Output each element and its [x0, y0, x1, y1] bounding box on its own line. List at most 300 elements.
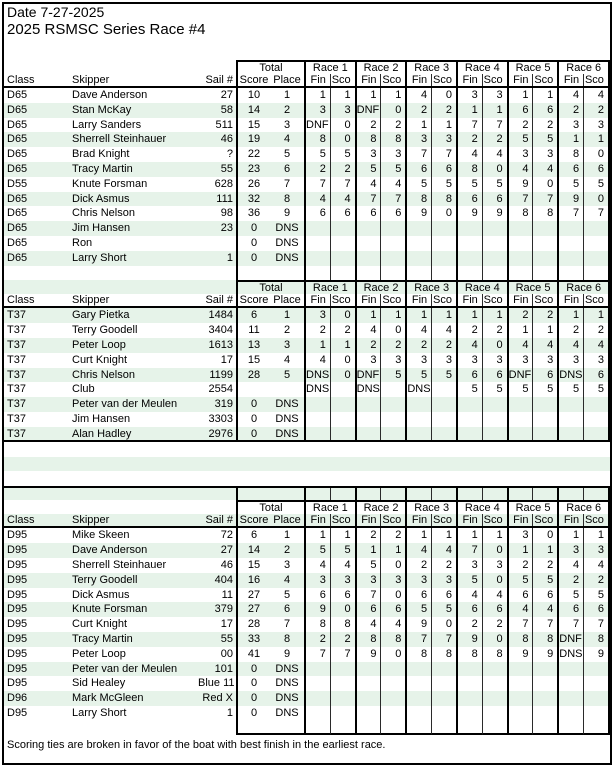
race-fin-cell — [355, 706, 381, 721]
race-sco-cell — [583, 706, 610, 721]
race-fin-cell: 8 — [355, 632, 381, 647]
class-cell: D65 — [7, 148, 28, 161]
race-fin-cell: 6 — [304, 206, 330, 221]
skipper-cell: Ron — [72, 236, 93, 249]
total-score-cell: 6 — [236, 308, 270, 323]
race-fin-cell — [405, 251, 431, 266]
place-column-header: Place — [273, 514, 301, 527]
race-fin-cell: 5 — [405, 602, 431, 617]
race-sco-cell: 3 — [482, 353, 507, 368]
race-group-header: Race 3 — [405, 60, 456, 74]
race-sco-cell: 2 — [330, 162, 355, 177]
empty-cell — [4, 721, 72, 736]
title-date: Date 7-27-2025 — [7, 4, 105, 20]
fin-column-header: Fin — [557, 74, 583, 86]
race-sco-cell: 8 — [330, 617, 355, 632]
race-fin-cell: 1 — [304, 88, 330, 103]
sco-column-header: Sco — [431, 74, 456, 86]
sco-column-header: Sco — [532, 294, 557, 306]
race-sco-cell: 5 — [431, 602, 456, 617]
race-fin-cell — [456, 397, 482, 412]
race-sco-cell: 4 — [532, 162, 557, 177]
empty-cell — [431, 266, 456, 281]
race-fin-cell: 5 — [456, 573, 482, 588]
table-gap — [4, 457, 610, 472]
race-sco-cell: 1 — [330, 338, 355, 353]
race-fin-cell: 3 — [355, 573, 381, 588]
race-fin-cell: 7 — [405, 632, 431, 647]
race-fin-cell: 4 — [507, 602, 533, 617]
fin-column-header: Fin — [557, 514, 583, 526]
race-sco-cell — [482, 706, 507, 721]
total-score-cell: 23 — [236, 162, 270, 177]
race-fin-cell — [405, 662, 431, 677]
empty-cell — [198, 266, 236, 281]
score-column-header: Score — [236, 74, 270, 86]
skipper-result-row — [4, 412, 610, 427]
empty-cell — [532, 721, 557, 736]
race-sco-cell: 3 — [583, 353, 610, 368]
race-fin-cell: 1 — [355, 543, 381, 558]
race-sco-cell: 8 — [482, 647, 507, 662]
race-sco-cell: 6 — [482, 602, 507, 617]
race-fin-cell: DNF — [306, 118, 329, 131]
skipper-cell: Alan Hadley — [72, 427, 132, 440]
race-fin-cell: 4 — [304, 558, 330, 573]
total-place-cell: DNS — [275, 412, 299, 425]
skipper-result-row — [4, 192, 610, 207]
total-score-cell: 6 — [236, 528, 270, 543]
sail-number-cell: 1 — [226, 706, 233, 719]
race-fin-cell: 2 — [456, 132, 482, 147]
race-sco-cell: 3 — [380, 353, 405, 368]
race-fin-cell — [304, 397, 330, 412]
race-sco-cell — [583, 412, 610, 427]
total-score-cell: 28 — [236, 368, 270, 383]
class-cell: T37 — [7, 338, 26, 351]
race-fin-cell — [405, 236, 431, 251]
race-fin-cell: 3 — [456, 88, 482, 103]
empty-cell — [72, 721, 198, 736]
class-cell: D95 — [7, 632, 28, 645]
skipper-result-row — [4, 308, 610, 323]
total-score-cell: 16 — [236, 573, 270, 588]
race-fin-cell — [507, 427, 533, 440]
skipper-cell: Sherrell Steinhauer — [72, 558, 167, 571]
race-sco-cell — [431, 676, 456, 691]
race-fin-cell — [304, 676, 330, 691]
race-group-header: Race 5 — [507, 280, 558, 294]
empty-cell — [456, 488, 482, 501]
race-sco-cell: 2 — [532, 308, 557, 323]
total-place-cell: 5 — [283, 148, 291, 161]
race-fin-cell: 5 — [507, 573, 533, 588]
race-sco-cell — [330, 221, 355, 236]
sail-number-cell: 2554 — [208, 383, 233, 396]
total-place-cell: 2 — [283, 544, 291, 557]
race-fin-cell: 9 — [557, 192, 583, 207]
race-sco-cell: 3 — [583, 118, 610, 133]
race-sco-cell: 5 — [583, 382, 610, 397]
race-sco-cell: 2 — [482, 132, 507, 147]
race-fin-cell: 3 — [405, 132, 431, 147]
race-sco-cell: 1 — [532, 88, 557, 103]
total-group-header: Total — [236, 60, 304, 74]
race-sco-cell — [380, 676, 405, 691]
race-sco-cell — [482, 412, 507, 427]
race-fin-cell — [507, 676, 533, 691]
race-sco-cell: 0 — [330, 368, 355, 383]
race-sco-cell — [330, 706, 355, 721]
group-header-spacer — [4, 60, 236, 74]
race-fin-cell: 8 — [405, 647, 431, 662]
class-cell: T37 — [7, 412, 26, 425]
race-fin-cell — [456, 662, 482, 677]
race-sco-cell — [330, 382, 355, 397]
empty-cell — [557, 266, 583, 281]
race-sco-cell: 6 — [532, 368, 557, 383]
total-score-cell: 19 — [236, 132, 270, 147]
empty-cell — [507, 488, 533, 501]
race-sco-cell: 5 — [431, 368, 456, 383]
race-fin-cell: DNF — [356, 368, 380, 381]
sail-number-cell: 101 — [214, 662, 233, 675]
class-cell: T37 — [7, 383, 26, 396]
skipper-result-row — [4, 251, 610, 266]
skipper-result-row — [4, 88, 610, 103]
race-sco-cell — [380, 382, 405, 397]
race-sco-cell — [482, 236, 507, 251]
race-fin-cell: 4 — [355, 617, 381, 632]
race-group-header: Race 2 — [355, 280, 406, 294]
sail-number-cell: 46 — [220, 558, 233, 571]
fin-column-header: Fin — [355, 74, 381, 86]
skipper-cell: Dick Asmus — [72, 192, 130, 205]
race-sco-cell — [532, 706, 557, 721]
total-score-cell: 0 — [236, 662, 270, 677]
race-fin-cell: 7 — [304, 177, 330, 192]
empty-cell — [330, 488, 355, 501]
race-sco-cell: 0 — [380, 323, 405, 338]
race-sco-cell — [380, 706, 405, 721]
race-fin-cell — [557, 236, 583, 251]
race-sco-cell: 0 — [532, 177, 557, 192]
race-sco-cell: 1 — [482, 308, 507, 323]
total-place-cell: DNS — [275, 427, 299, 440]
skipper-result-row — [4, 147, 610, 162]
race-fin-cell: 5 — [507, 382, 533, 397]
fin-column-header: Fin — [304, 294, 330, 306]
race-sco-cell — [482, 427, 507, 440]
race-sco-cell: 7 — [431, 147, 456, 162]
race-sco-cell: 6 — [482, 192, 507, 207]
class-column-header: Class — [7, 514, 35, 527]
race-fin-cell — [456, 706, 482, 721]
race-fin-cell: 2 — [405, 338, 431, 353]
empty-cell — [583, 721, 610, 736]
race-sco-cell — [380, 221, 405, 236]
race-sco-cell: 6 — [583, 602, 610, 617]
sail-number-cell: 511 — [215, 118, 233, 131]
race-sco-cell: 6 — [330, 206, 355, 221]
fin-column-header: Fin — [557, 294, 583, 306]
race-fin-cell: 6 — [557, 162, 583, 177]
race-fin-cell: 4 — [405, 543, 431, 558]
race-sco-cell — [431, 236, 456, 251]
sco-column-header: Sco — [583, 294, 610, 306]
race-sco-cell: 8 — [583, 632, 610, 647]
race-sco-cell — [532, 221, 557, 236]
sail-number-cell: 55 — [220, 162, 233, 175]
race-sco-cell — [380, 251, 405, 266]
race-fin-cell: 8 — [456, 162, 482, 177]
race-fin-cell: 5 — [557, 177, 583, 192]
sail-number-cell: 23 — [220, 222, 233, 235]
race-sco-cell — [532, 691, 557, 706]
race-sco-cell: 1 — [583, 132, 610, 147]
class-cell: T37 — [7, 324, 26, 337]
skipper-cell: Sherrell Steinhauer — [72, 133, 167, 146]
race-sco-cell: 1 — [431, 118, 456, 133]
skipper-result-row — [4, 368, 610, 383]
race-fin-cell — [405, 397, 431, 412]
total-place-cell: 3 — [283, 338, 291, 351]
race-sco-cell — [431, 251, 456, 266]
total-score-cell: 13 — [236, 338, 270, 353]
total-score-cell: 22 — [236, 147, 270, 162]
skipper-result-row — [4, 132, 610, 147]
class-column-header: Class — [7, 74, 35, 86]
race-sco-cell: 7 — [330, 177, 355, 192]
race-fin-cell: 4 — [304, 192, 330, 207]
sail-number-cell: 3404 — [208, 324, 233, 337]
race-sco-cell: 3 — [532, 353, 557, 368]
race-sco-cell: 7 — [380, 192, 405, 207]
empty-cell — [304, 266, 330, 281]
race-sco-cell: 0 — [532, 528, 557, 543]
race-sco-cell: 3 — [330, 103, 355, 118]
race-fin-cell: 1 — [507, 323, 533, 338]
race-fin-cell: 4 — [405, 88, 431, 103]
race-fin-cell — [557, 706, 583, 721]
empty-cell — [405, 488, 431, 501]
race-sco-cell — [380, 397, 405, 412]
race-fin-cell: 1 — [557, 528, 583, 543]
class-cell: D95 — [7, 662, 28, 675]
fin-column-header: Fin — [355, 514, 381, 526]
race-fin-cell: 5 — [456, 177, 482, 192]
race-sco-cell — [330, 251, 355, 266]
race-sco-cell: 2 — [330, 632, 355, 647]
total-score-cell: 32 — [236, 192, 270, 207]
skipper-result-row — [4, 558, 610, 573]
total-place-cell: DNS — [275, 662, 299, 675]
race-fin-cell — [507, 221, 533, 236]
class-cell: D65 — [7, 118, 28, 131]
race-fin-cell: 4 — [557, 88, 583, 103]
race-fin-cell: 8 — [507, 632, 533, 647]
race-fin-cell: 7 — [507, 192, 533, 207]
race-fin-cell: 2 — [557, 103, 583, 118]
race-fin-cell — [456, 412, 482, 427]
race-sco-cell — [482, 397, 507, 412]
race-sco-cell: 5 — [482, 382, 507, 397]
class-cell: T37 — [7, 368, 26, 381]
skipper-cell: Dick Asmus — [72, 588, 130, 601]
race-sco-cell: 2 — [431, 558, 456, 573]
sco-column-header: Sco — [482, 294, 507, 306]
race-fin-cell: 2 — [405, 103, 431, 118]
race-fin-cell: 3 — [355, 353, 381, 368]
title-series: 2025 RSMSC Series Race #4 — [7, 21, 206, 38]
column-header-row-D65 — [4, 74, 610, 88]
race-fin-cell: 1 — [355, 308, 381, 323]
race-fin-cell: 2 — [456, 617, 482, 632]
race-sco-cell: 3 — [431, 353, 456, 368]
place-column-header: Place — [273, 74, 301, 86]
sail-number-cell: 72 — [220, 529, 233, 542]
skipper-cell: Peter van der Meulen — [72, 398, 178, 411]
race-fin-cell — [507, 662, 533, 677]
race-sco-cell: 9 — [583, 647, 610, 662]
empty-cell — [583, 488, 610, 501]
total-place-cell: 6 — [283, 162, 291, 175]
race-sco-cell: 5 — [431, 177, 456, 192]
race-fin-cell — [304, 412, 330, 427]
skipper-result-row — [4, 353, 610, 368]
total-score-cell: 0 — [236, 706, 270, 721]
group-header-spacer — [4, 280, 236, 294]
skipper-result-row — [4, 221, 610, 236]
group-header-spacer — [4, 500, 236, 514]
race-group-header: Race 1 — [304, 500, 355, 514]
skipper-result-row — [4, 177, 610, 192]
total-place-cell: 1 — [283, 89, 291, 101]
empty-cell — [270, 266, 304, 281]
class-cell: D95 — [7, 529, 28, 542]
sail-number-cell: 404 — [214, 573, 233, 586]
race-fin-cell — [557, 251, 583, 266]
race-fin-cell: DNS — [407, 383, 431, 396]
sail-number-cell: 379 — [214, 603, 233, 616]
race-sco-cell: 0 — [482, 573, 507, 588]
race-fin-cell: 2 — [304, 162, 330, 177]
total-place-cell: 7 — [283, 177, 291, 190]
total-place-cell: DNS — [275, 706, 299, 719]
race-sco-cell: 4 — [583, 558, 610, 573]
skipper-cell: Stan McKay — [72, 103, 132, 116]
skipper-cell: Curt Knight — [72, 353, 128, 366]
empty-cell — [198, 721, 236, 736]
skipper-cell: Larry Short — [72, 706, 127, 719]
results-spreadsheet — [2, 2, 612, 765]
skipper-result-row — [4, 602, 610, 617]
race-sco-cell — [583, 251, 610, 266]
empty-cell — [270, 488, 304, 501]
race-fin-cell: 3 — [304, 573, 330, 588]
race-fin-cell — [355, 427, 381, 440]
skipper-cell: Terry Goodell — [72, 573, 138, 586]
class-cell: D95 — [7, 544, 28, 557]
class-cell: D95 — [7, 618, 28, 631]
sail-number-cell: 58 — [220, 103, 233, 116]
sco-column-header: Sco — [532, 514, 557, 526]
empty-cell — [557, 721, 583, 736]
skipper-column-header: Skipper — [72, 294, 110, 307]
class-cell: D65 — [7, 133, 28, 146]
sail-number-cell: Blue 11 — [198, 677, 235, 690]
total-place-cell: 8 — [283, 632, 291, 645]
class-cell: D65 — [7, 251, 28, 264]
race-fin-cell: 5 — [557, 382, 583, 397]
total-place-cell: DNS — [275, 398, 299, 411]
race-fin-cell — [405, 412, 431, 427]
race-sco-cell: 4 — [583, 338, 610, 353]
sail-number-cell: 1199 — [209, 368, 233, 381]
race-fin-cell: DNF — [508, 368, 532, 381]
total-place-cell: 4 — [283, 133, 291, 146]
race-group-header: Race 5 — [507, 60, 558, 74]
race-fin-cell: DNS — [306, 383, 330, 396]
skipper-cell: Dave Anderson — [72, 544, 148, 557]
skipper-cell: Larry Sanders — [72, 118, 142, 131]
skipper-cell: Chris Nelson — [72, 368, 135, 381]
skipper-cell: Chris Nelson — [72, 207, 135, 220]
total-score-cell: 36 — [236, 206, 270, 221]
race-sco-cell: 7 — [330, 647, 355, 662]
skipper-result-row — [4, 103, 610, 118]
total-score-cell: 27 — [236, 588, 270, 603]
race-fin-cell: 2 — [557, 323, 583, 338]
race-fin-cell: 6 — [507, 103, 533, 118]
sco-column-header: Sco — [482, 514, 507, 526]
class-cell: D65 — [7, 162, 28, 175]
empty-cell — [431, 488, 456, 501]
skipper-result-row — [4, 662, 610, 677]
empty-cell — [72, 266, 198, 281]
race-sco-cell: 4 — [431, 323, 456, 338]
race-sco-cell: 4 — [583, 88, 610, 103]
race-fin-cell: 1 — [507, 543, 533, 558]
race-sco-cell — [330, 691, 355, 706]
race-fin-cell: 4 — [456, 147, 482, 162]
sail-number-cell: Red X — [202, 692, 233, 705]
race-fin-cell: 1 — [456, 308, 482, 323]
race-fin-cell: 5 — [304, 543, 330, 558]
race-group-header: Race 5 — [507, 500, 558, 514]
race-sco-cell: 1 — [482, 103, 507, 118]
race-sco-cell: 0 — [330, 308, 355, 323]
race-fin-cell: DNS — [356, 383, 380, 396]
sail-number-cell — [198, 236, 236, 251]
empty-cell — [236, 488, 270, 501]
race-sco-cell: 2 — [482, 617, 507, 632]
race-sco-cell — [380, 662, 405, 677]
race-sco-cell: 1 — [532, 323, 557, 338]
race-sco-cell: 3 — [380, 573, 405, 588]
total-score-cell: 41 — [236, 647, 270, 662]
race-sco-cell: 5 — [330, 147, 355, 162]
race-sco-cell: 3 — [431, 573, 456, 588]
race-sco-cell: 6 — [431, 162, 456, 177]
race-sco-cell — [330, 427, 355, 440]
race-sco-cell: 7 — [532, 617, 557, 632]
race-fin-cell: DNS — [559, 368, 583, 381]
race-sco-cell: 1 — [532, 543, 557, 558]
race-sco-cell: 6 — [380, 206, 405, 221]
sail-number-cell: 2976 — [208, 427, 233, 440]
race-sco-cell: 5 — [532, 382, 557, 397]
